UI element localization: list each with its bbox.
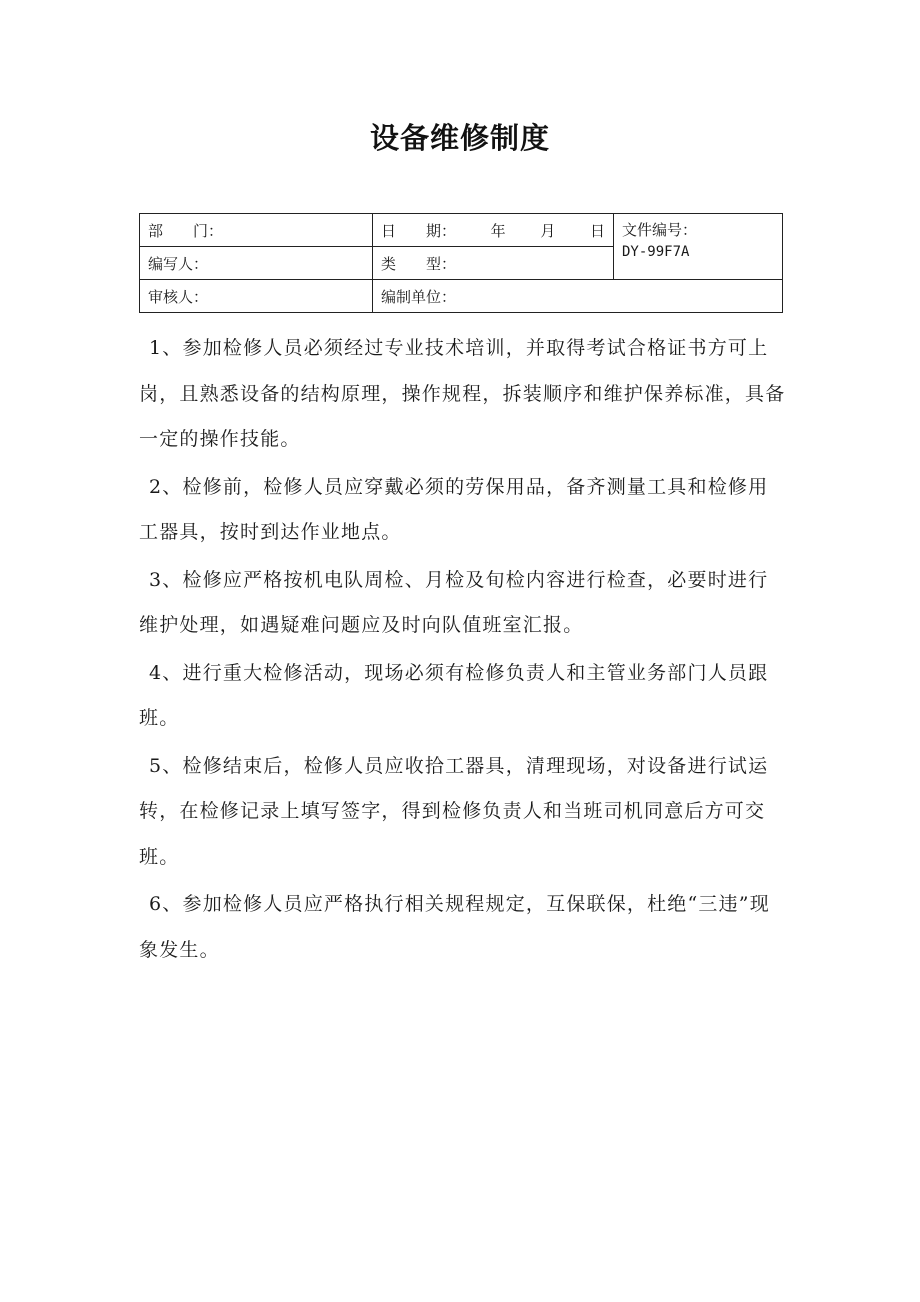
- regulation-text: 6、参加检修人员应严格执行相关规程规定，互保联保，杜绝“三违”现象发生。: [139, 893, 770, 961]
- regulation-item-2: [139, 465, 787, 556]
- document-title: 设备维修制度: [369, 121, 550, 155]
- regulation-text: 4、进行重大检修活动，现场必须有检修负责人和主管业务部门人员跟班。: [139, 661, 769, 729]
- dept-cell: 部 门：: [140, 214, 373, 247]
- writer-cell: 编写人：: [140, 247, 373, 280]
- date-year: 年: [490, 221, 506, 240]
- file-number-value: DY-99F7A: [622, 244, 690, 260]
- file-number-cell: [614, 214, 783, 280]
- date-day: 日: [589, 221, 605, 240]
- date-month: 月: [540, 221, 556, 240]
- regulation-item-1: [139, 326, 787, 463]
- info-table: [139, 213, 783, 313]
- regulation-text: 3、检修应严格按机电队周检、月检及旬检内容进行检查，必要时进行维护处理，如遇疑难问题应及时向队值班室汇报。: [139, 568, 769, 636]
- info-row-3: [140, 280, 783, 313]
- unit-cell: 编制单位：: [373, 280, 783, 313]
- regulation-item-6: [139, 882, 787, 973]
- regulation-text: 5、检修结束后，检修人员应收拾工器具，清理现场，对设备进行试运转，在检修记录上填写签字，得到检修负责人和当班司机同意后方可交班。: [139, 754, 769, 868]
- date-label: 日 期：: [381, 221, 457, 240]
- regulation-item-3: [139, 558, 787, 649]
- regulation-text: 1、参加检修人员必须经过专业技术培训，并取得考试合格证书方可上岗，且熟悉设备的结构原理，操作规程，拆装顺序和维护保养标准，具备一定的操作技能。: [139, 337, 786, 450]
- info-row-1: [140, 214, 783, 247]
- date-cell: [373, 214, 614, 247]
- regulation-item-5: [139, 744, 787, 881]
- regulation-item-4: [139, 651, 787, 742]
- file-number-label: 文件编号：: [622, 221, 698, 239]
- regulation-text: 2、检修前，检修人员应穿戴必须的劳保用品，备齐测量工具和检修用工器具，按时到达作业地点。: [139, 475, 769, 543]
- regulation-body: [139, 326, 787, 975]
- type-cell: 类 型：: [373, 247, 614, 280]
- reviewer-cell: 审核人：: [140, 280, 373, 313]
